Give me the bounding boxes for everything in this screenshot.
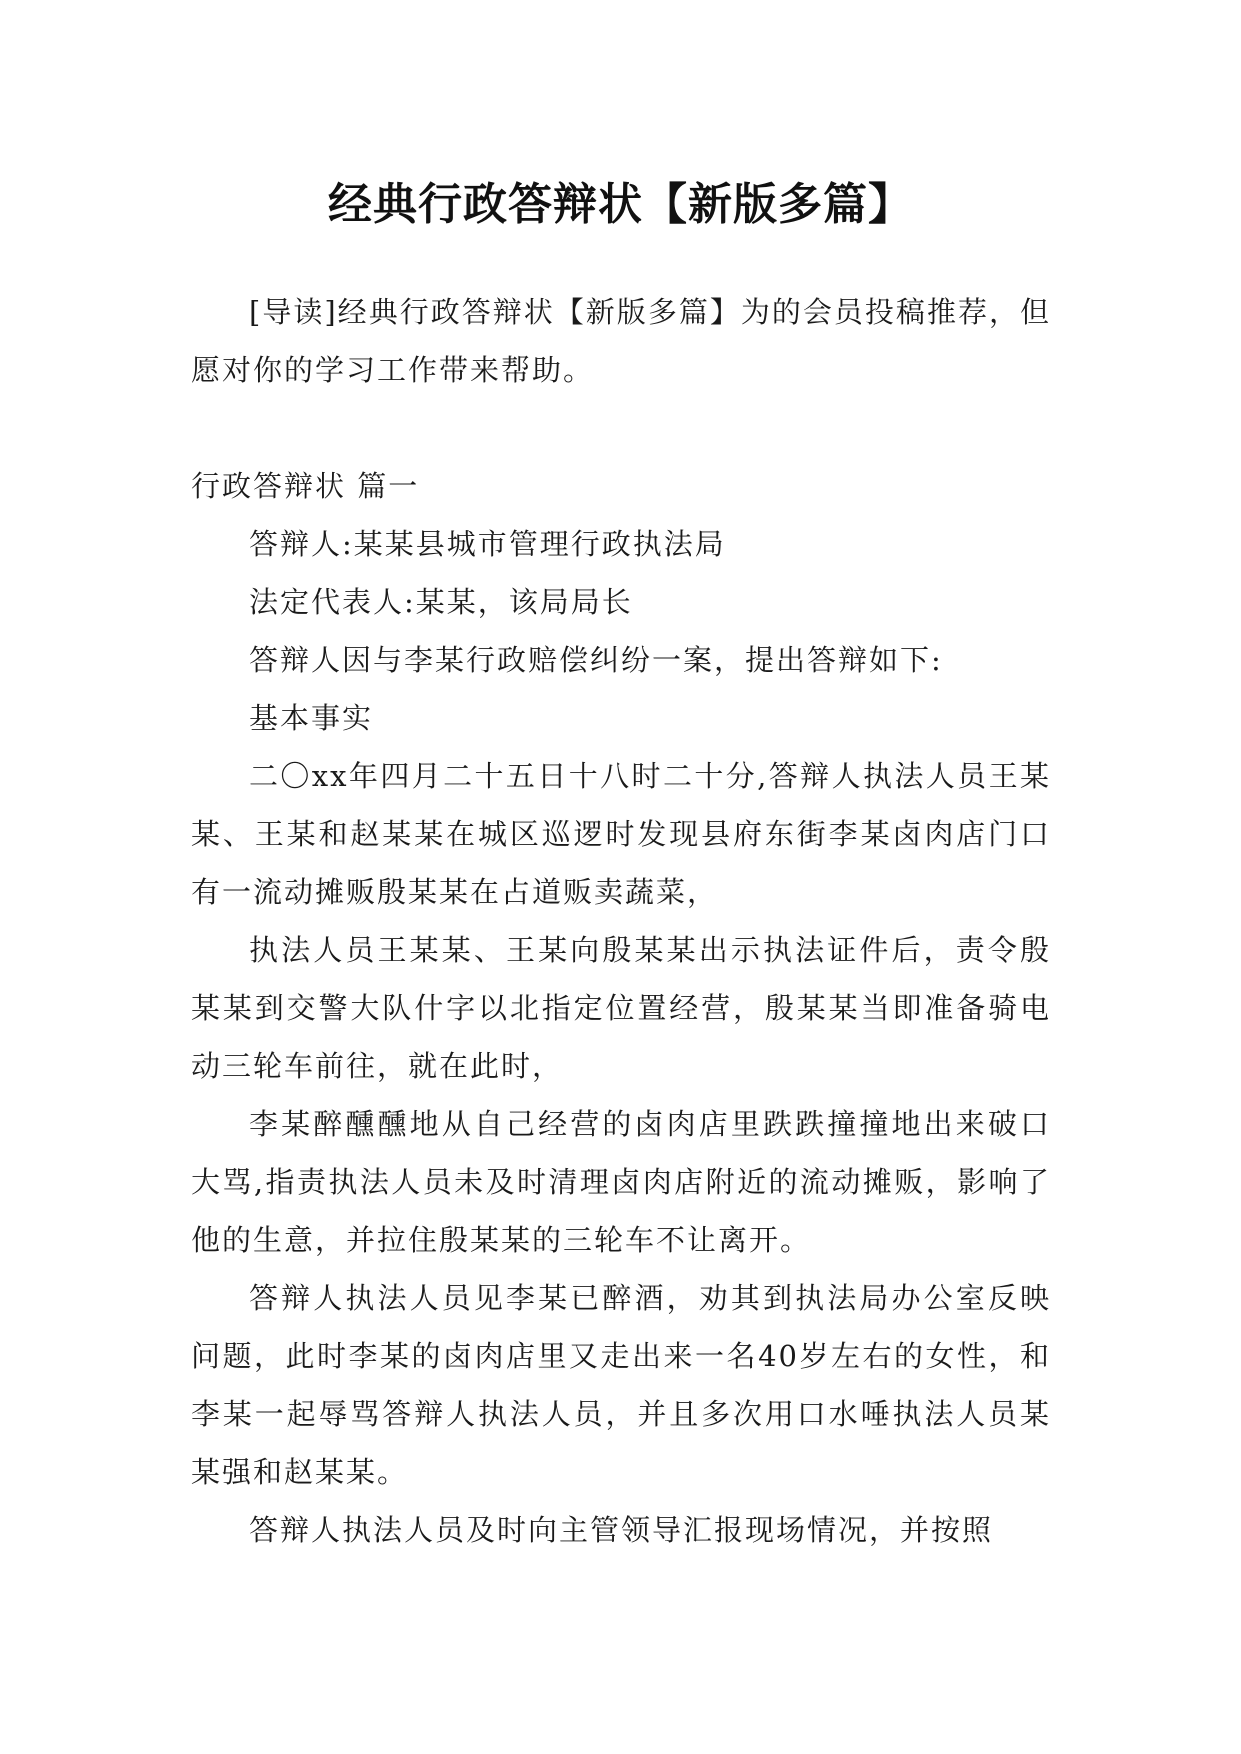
facts-paragraph-3: 李某醉醺醺地从自己经营的卤肉店里跌跌撞撞地出来破口大骂,指责执法人员未及时清理卤肉店附近的流动摊贩，影响了他的生意，并拉住殷某某的三轮车不让离开。 — [191, 1107, 1051, 1257]
respondent-paragraph: 答辩人:某某县城市管理行政执法局 — [249, 527, 726, 561]
legal-representative-paragraph: 法定代表人:某某，该局局长 — [249, 585, 633, 619]
facts-paragraph-4: 答辩人执法人员见李某已醉酒，劝其到执法局办公室反映问题，此时李某的卤肉店里又走出来一名40岁左右的女性，和李某一起辱骂答辩人执法人员，并且多次用口水唾执法人员某某强和赵某某。 — [191, 1281, 1051, 1489]
intro-paragraph: [导读]经典行政答辩状【新版多篇】为的会员投稿推荐，但愿对你的学习工作带来帮助。 — [191, 295, 1051, 387]
basic-facts-heading: 基本事实 — [249, 701, 374, 735]
facts-paragraph-1: 二〇xx年四月二十五日十八时二十分,答辩人执法人员王某某、王某和赵某某在城区巡逻时发现县府东街李某卤肉店门口有一流动摊贩殷某某在占道贩卖蔬菜， — [191, 759, 1051, 909]
section-heading: 行政答辩状 篇一 — [191, 469, 420, 503]
facts-paragraph-2: 执法人员王某某、王某向殷某某出示执法证件后，责令殷某某到交警大队什字以北指定位置经营，殷某某当即准备骑电动三轮车前往，就在此时， — [191, 933, 1051, 1083]
defense-statement-paragraph: 答辩人因与李某行政赔偿纠纷一案，提出答辩如下: — [249, 643, 943, 677]
page-title: 经典行政答辩状【新版多篇】 — [328, 179, 913, 231]
facts-paragraph-5: 答辩人执法人员及时向主管领导汇报现场情况，并按照 — [249, 1513, 994, 1547]
document-body — [191, 283, 1051, 1559]
